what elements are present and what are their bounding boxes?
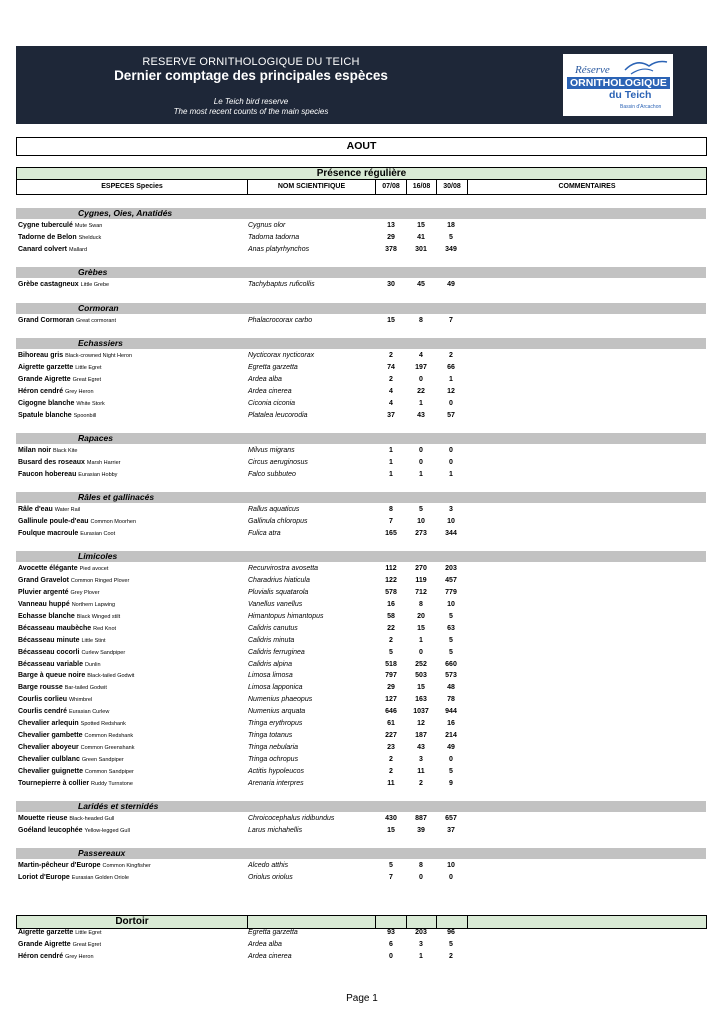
count-value: 8 [419,601,423,608]
count-value: 7 [389,874,393,882]
scientific-name: Ciconia ciconia [248,399,296,407]
table-row [16,951,706,963]
col-date-1: 07/08 [382,183,400,190]
count-value: 187 [415,731,427,739]
scientific-name: Ardea cinerea [248,387,292,395]
species-name: Avocette élégante Pied avocet [18,565,109,573]
count-value: 944 [445,708,457,716]
count-value: 8 [419,316,423,324]
count-value: 12 [417,720,425,727]
species-name: Héron cendré Grey Heron [18,953,94,960]
header-subtitle-2: The most recent counts of the main species [173,107,329,116]
count-value: 0 [419,375,423,383]
count-value: 8 [389,506,393,514]
count-value: 49 [447,743,455,751]
species-name: Aigrette garzette Little Egret [18,929,102,936]
count-value: 58 [387,612,395,620]
species-name: Foulque macroule Eurasian Coot [18,529,116,537]
scientific-name: Cygnus olor [248,222,286,229]
count-value: 22 [387,624,395,632]
section-title: Passereaux [78,848,126,859]
count-value: 2 [389,636,393,644]
count-value: 5 [449,233,453,241]
col-nom: NOM SCIENTIFIQUE [277,183,346,190]
scientific-name: Tringa totanus [248,731,293,739]
scientific-name: Vanellus vanellus [248,601,303,608]
count-value: 1 [419,953,423,960]
count-value: 13 [387,222,395,229]
count-value: 0 [449,446,453,454]
count-value: 227 [385,731,397,739]
count-value: 5 [449,636,453,644]
count-value: 29 [387,684,395,692]
species-name: Courlis corlieu Whimbrel [18,696,93,704]
scientific-name: Arenaria interpres [248,779,304,787]
count-value: 1 [419,399,423,407]
species-name: Aigrette garzette Little Egret [18,363,102,371]
count-value: 10 [447,862,455,870]
count-value: 2 [419,779,423,787]
count-value: 163 [415,696,427,704]
count-value: 273 [415,529,427,537]
scientific-name: Tringa erythropus [248,720,303,727]
count-value: 2 [389,375,393,383]
count-value: 10 [447,518,455,525]
count-value: 20 [417,612,425,620]
dortoir-title: Dortoir [115,916,149,927]
scientific-name: Calidris alpina [248,660,292,668]
scientific-name: Tadorna tadorna [248,233,300,241]
count-value: 4 [389,399,393,407]
count-value: 518 [385,660,397,668]
scientific-name: Ardea cinerea [248,953,292,960]
header-subtitle-1: Le Teich bird reserve [213,97,289,106]
count-value: 43 [417,411,425,419]
count-value: 39 [417,826,425,834]
count-value: 16 [447,720,455,727]
count-value: 2 [449,352,453,359]
count-value: 127 [385,696,397,704]
count-value: 344 [445,529,457,537]
count-value: 23 [387,743,395,751]
count-value: 8 [419,862,423,870]
count-value: 22 [417,387,425,395]
count-value: 0 [449,399,453,407]
count-value: 0 [419,446,423,454]
count-value: 1037 [413,708,429,716]
species-name: Echasse blanche Black Winged stilt [18,612,121,620]
species-name: Cygne tuberculé Mute Swan [18,222,103,229]
count-value: 457 [445,577,457,585]
species-name: Grand Cormoran Great cormorant [18,316,117,324]
scientific-name: Fulica atra [248,529,281,537]
scientific-name: Egretta garzetta [248,929,298,936]
count-value: 61 [387,720,395,727]
count-value: 15 [417,624,425,632]
scientific-name: Gallinula chloropus [248,518,308,525]
count-value: 1 [449,375,453,383]
count-value: 203 [415,929,427,936]
species-name: Pluvier argenté Grey Plover [18,589,100,597]
count-value: 197 [415,363,427,371]
table-row [16,927,706,939]
count-value: 0 [449,874,453,882]
species-name: Bécasseau maubèche Red Knot [18,624,117,632]
scientific-name: Anas platyrhynchos [248,245,310,253]
count-value: 11 [417,767,425,775]
species-name: Spatule blanche Spoonbill [18,411,97,419]
scientific-name: Chroicocephalus ridibundus [248,814,335,822]
count-value: 11 [387,779,395,787]
count-value: 5 [389,648,393,656]
count-value: 1 [449,470,453,478]
count-value: 1 [419,636,423,644]
species-name: Barge à queue noire Black-tailed Godwit [18,672,135,680]
species-name: Martin-pêcheur d'Europe Common Kingfisher [18,862,151,870]
count-value: 112 [385,565,397,573]
scientific-name: Numenius arquata [248,708,306,716]
count-value: 15 [417,222,425,229]
count-value: 15 [387,316,395,324]
scientific-name: Actitis hypoleucos [248,767,305,775]
scientific-name: Ardea alba [248,375,282,383]
count-value: 9 [449,779,453,787]
scientific-name: Phalacrocorax carbo [248,316,313,324]
scientific-name: Calidris minuta [248,636,295,644]
count-value: 503 [415,672,427,680]
species-name: Tadorne de Belon Shelduck [18,233,102,241]
species-name: Bécasseau minute Little Stint [18,636,106,644]
count-value: 3 [419,941,423,948]
logo-text-3: du Teich [609,89,652,101]
species-name: Bécasseau cocorli Curlew Sandpiper [18,648,126,656]
scientific-name: Nycticorax nycticorax [248,352,315,359]
count-value: 0 [389,953,393,960]
count-value: 214 [445,731,457,739]
count-value: 0 [419,874,423,882]
species-name: Grande Aigrette Great Egret [18,375,102,383]
count-value: 15 [417,684,425,692]
scientific-name: Alcedo atthis [248,862,289,870]
count-value: 3 [419,755,423,763]
scientific-name: Tachybaptus ruficollis [248,281,315,289]
scientific-name: Falco subbuteo [248,470,296,478]
species-name: Chevalier gambette Common Redshank [18,731,134,739]
count-value: 2 [389,767,393,775]
scientific-name: Pluvialis squatarola [248,589,309,597]
species-name: Chevalier aboyeur Common Greenshank [18,743,135,751]
count-value: 270 [415,565,427,573]
count-value: 2 [389,755,393,763]
count-value: 252 [415,660,427,668]
species-name: Héron cendré Grey Heron [18,387,94,395]
count-value: 43 [417,743,425,751]
count-value: 49 [447,281,455,289]
species-name: Gallinule poule-d'eau Common Moorhen [18,518,137,525]
species-name: Grande Aigrette Great Egret [18,941,102,948]
header-title: Dernier comptage des principales espèces [114,68,388,83]
logo-text-2: ORNITHOLOGIQUE [567,77,670,89]
scientific-name: Himantopus himantopus [248,612,324,620]
scientific-name: Limosa limosa [248,672,293,680]
count-value: 1 [389,470,393,478]
count-value: 0 [449,458,453,466]
species-name: Busard des roseaux Marsh Harrier [18,458,121,466]
count-value: 30 [387,281,395,289]
section-title: Grèbes [78,267,108,278]
species-name: Râle d'eau Water Rail [18,506,81,514]
count-value: 57 [447,411,455,419]
scientific-name: Limosa lapponica [248,684,303,692]
count-value: 66 [447,363,455,371]
species-name: Vanneau huppé Northern Lapwing [18,601,116,608]
count-value: 1 [419,470,423,478]
section-title: Cygnes, Oies, Anatidés [78,208,173,218]
count-value: 1 [389,458,393,466]
scientific-name: Calidris canutus [248,624,298,632]
scientific-name: Numenius phaeopus [248,696,313,704]
count-value: 779 [445,589,457,597]
count-value: 41 [417,233,425,241]
count-value: 15 [387,826,395,834]
count-value: 430 [385,814,397,822]
count-value: 18 [447,222,455,229]
count-value: 48 [447,684,455,692]
count-value: 660 [445,660,457,668]
count-value: 5 [419,506,423,514]
scientific-name: Milvus migrans [248,446,295,454]
section-title: Limicoles [78,551,118,562]
count-value: 0 [449,755,453,763]
count-value: 2 [449,953,453,960]
count-value: 5 [449,767,453,775]
count-value: 96 [447,929,455,936]
species-name: Goéland leucophée Yellow-legged Gull [18,826,130,834]
scientific-name: Platalea leucorodia [248,411,308,419]
species-name: Tournepierre à collier Ruddy Turnstone [18,779,133,787]
count-value: 657 [445,814,457,822]
species-name: Chevalier arlequin Spotted Redshank [18,720,126,727]
logo-text-4: Bassin d'Arcachon [620,104,662,110]
count-value: 712 [415,589,427,597]
count-value: 578 [385,589,397,597]
count-value: 45 [417,281,425,289]
species-name: Courlis cendré Eurasian Curlew [18,708,110,716]
count-value: 7 [449,316,453,324]
count-value: 5 [449,612,453,620]
count-value: 646 [385,708,397,716]
count-value: 78 [447,696,455,704]
scientific-name: Circus aeruginosus [248,458,308,466]
presence-title: Présence régulière [16,167,707,180]
species-name: Bihoreau gris Black-crowned Night Heron [18,352,133,359]
scientific-name: Calidris ferruginea [248,648,305,656]
count-value: 119 [415,577,427,585]
count-value: 0 [419,648,423,656]
count-value: 378 [385,245,397,253]
scientific-name: Rallus aquaticus [248,506,300,514]
count-value: 203 [445,565,457,573]
scientific-name: Oriolus oriolus [248,874,293,882]
count-value: 1 [389,446,393,454]
species-name: Canard colvert Mallard [18,245,88,253]
scientific-name: Tringa ochropus [248,755,299,763]
species-name: Mouette rieuse Black-headed Gull [18,814,115,822]
count-value: 122 [385,577,397,585]
col-comments: COMMENTAIRES [558,183,616,190]
species-name: Barge rousse Bar-tailed Godwit [18,684,107,692]
scientific-name: Ardea alba [248,941,282,948]
count-value: 5 [449,648,453,656]
count-value: 887 [415,814,427,822]
count-value: 2 [389,352,393,359]
species-name: Grèbe castagneux Little Grebe [18,281,110,289]
species-name: Loriot d'Europe Eurasian Golden Oriole [18,874,129,882]
species-name: Bécasseau variable Dunlin [18,660,101,668]
scientific-name: Recurvirostra avosetta [248,565,319,573]
count-value: 5 [389,862,393,870]
count-value: 10 [447,601,455,608]
count-value: 12 [447,387,455,395]
header-line-1: RESERVE ORNITHOLOGIQUE DU TEICH [142,56,360,68]
count-value: 37 [447,826,455,834]
count-value: 4 [419,352,423,359]
species-name: Cigogne blanche White Stork [18,399,105,407]
count-value: 3 [449,506,453,514]
count-value: 5 [449,941,453,948]
section-title: Echassiers [78,338,123,348]
count-value: 74 [387,363,395,371]
section-title: Cormoran [78,302,119,313]
count-value: 63 [447,624,455,632]
count-value: 301 [415,245,427,253]
count-value: 10 [417,518,425,525]
species-name: Milan noir Black Kite [18,446,78,454]
scientific-name: Charadrius hiaticula [248,577,310,585]
count-value: 29 [387,233,395,241]
count-value: 6 [389,941,393,948]
page-number: Page 1 [346,993,378,1004]
species-name: Faucon hobereau Eurasian Hobby [18,470,118,478]
col-date-3: 30/08 [443,183,461,190]
col-especes: ESPECES Species [101,183,163,190]
month-title: AOUT [16,137,707,156]
count-value: 16 [387,601,395,608]
count-value: 93 [387,929,395,936]
scientific-name: Tringa nebularia [248,743,299,751]
scientific-name: Larus michahellis [248,826,303,834]
section-title: Laridés et sternidés [78,800,159,811]
count-value: 0 [419,458,423,466]
species-name: Chevalier guignette Common Sandpiper [18,767,134,775]
logo-text-1: Réserve [575,64,610,76]
count-value: 4 [389,387,393,395]
species-name: Chevalier culblanc Green Sandpiper [18,755,124,763]
count-value: 37 [387,411,395,419]
count-value: 165 [385,529,397,537]
scientific-name: Egretta garzetta [248,363,298,371]
table-row [16,939,706,951]
section-title: Rapaces [78,432,113,443]
count-value: 7 [389,518,393,525]
species-name: Grand Gravelot Common Ringed Plover [18,577,130,585]
count-value: 797 [385,672,397,680]
section-title: Râles et gallinacés [78,492,155,503]
count-value: 349 [445,245,457,253]
count-value: 573 [445,672,457,680]
col-date-2: 16/08 [412,183,431,190]
